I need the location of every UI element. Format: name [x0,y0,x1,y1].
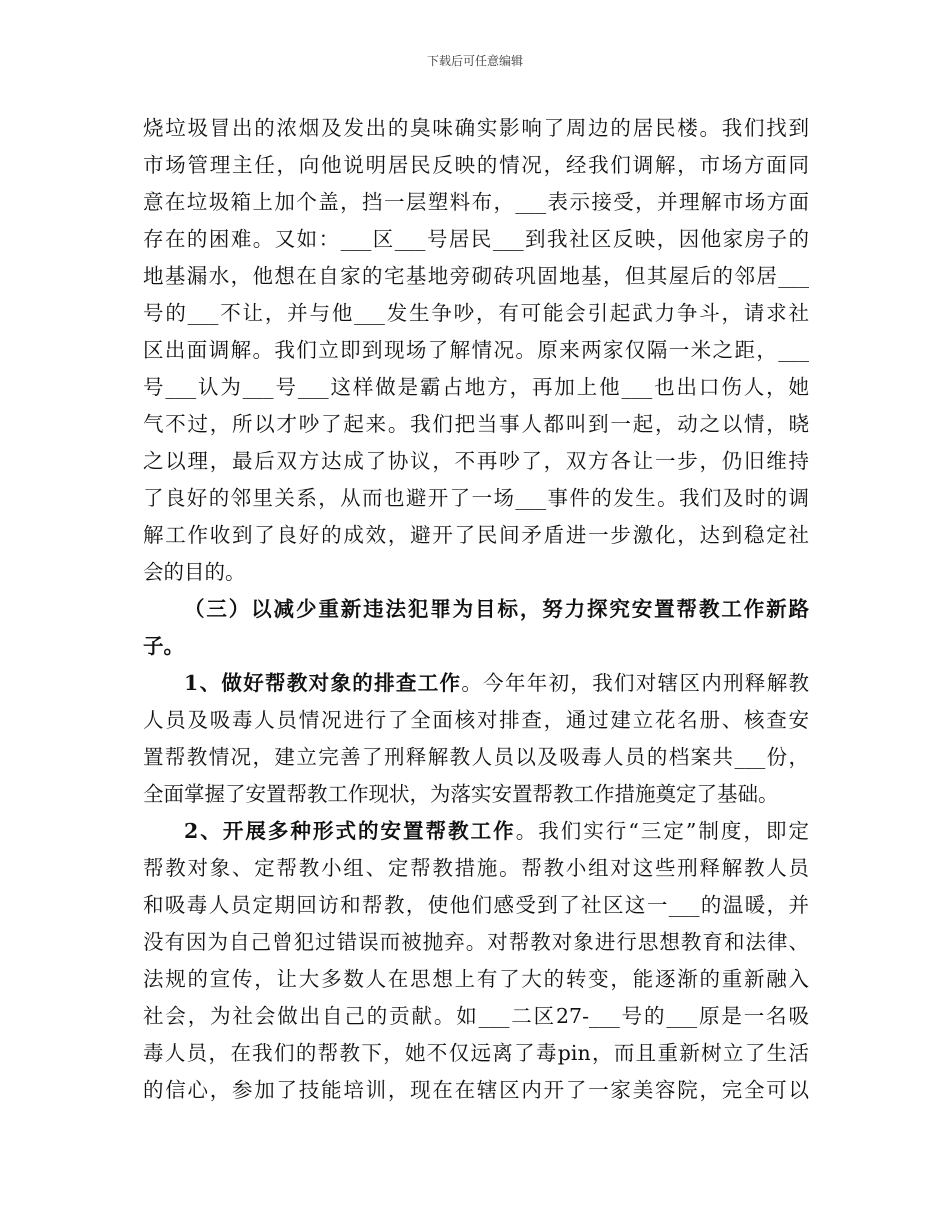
document-body [143,110,809,1109]
paragraph-line: 区出面调解。我们立即到现场了解情况。原来两家仅隔一米之距，___ [143,338,809,362]
paragraph-line: 解工作收到了良好的成效，避开了民间矛盾进一步激化，达到稳定社 [143,523,809,547]
paragraph-line: 号的___不让，并与他___发生争吵，有可能会引起武力争斗，请求社 [143,301,809,325]
paragraph-line: 地基漏水，他想在自家的宅基地旁砌砖巩固地基，但其屋后的邻居___ [143,264,809,288]
item-2-first-line [143,813,809,850]
item-1-title: 1、做好帮教对象的排查工作 [184,671,462,695]
paragraph-line: 之以理，最后双方达成了协议，不再吵了，双方各让一步，仍旧维持 [143,449,809,473]
paragraph-line: 没有因为自己曾犯过错误而被抛弃。对帮教对象进行思想教育和法律、 [143,930,809,954]
item-1-first-line [143,665,809,702]
paragraph-line: 会的目的。 [143,560,246,584]
item-2-text: 。我们实行“三定”制度，即定 [515,819,809,843]
section-heading: 子。 [143,634,184,658]
item-2-title: 2、开展多种形式的安置帮教工作 [184,819,516,843]
paragraph-line: 气不过，所以才吵了起来。我们把当事人都叫到一起，动之以情，晓 [143,412,809,436]
item-1-text: 。今年年初，我们对辖区内刑释解教 [461,671,809,695]
paragraph-line: 号___认为___号___这样做是霸占地方，再加上他___也出口伤人，她 [143,375,809,399]
paragraph-line: 市场管理主任，向他说明居民反映的情况，经我们调解，市场方面同 [143,153,809,177]
paragraph-line: 置帮教情况，建立完善了刑释解教人员以及吸毒人员的档案共___份， [143,745,809,769]
paragraph-line: 的信心，参加了技能培训，现在在辖区内开了一家美容院，完全可以 [143,1078,809,1102]
paragraph-line: 和吸毒人员定期回访和帮教，使他们感受到了社区这一___的温暖，并 [143,893,809,917]
paragraph-line: 社会，为社会做出自己的贡献。如___二区27-___号的___原是一名吸 [143,1004,809,1028]
paragraph-line: 存在的困难。又如：___区___号居民___到我社区反映，因他家房子的 [143,227,809,251]
paragraph-line: 法规的宣传，让大多数人在思想上有了大的转变，能逐渐的重新融入 [143,967,809,991]
paragraph-line: 人员及吸毒人员情况进行了全面核对排查，通过建立花名册、核查安 [143,708,809,732]
paragraph-line: 烧垃圾冒出的浓烟及发出的臭味确实影响了周边的居民楼。我们找到 [143,116,809,140]
paragraph-line: 全面掌握了安置帮教工作现状，为落实安置帮教工作措施奠定了基础。 [143,782,779,806]
paragraph-line: 了良好的邻里关系，从而也避开了一场___事件的发生。我们及时的调 [143,486,809,510]
paragraph-line: 帮教对象、定帮教小组、定帮教措施。帮教小组对这些刑释解教人员 [143,856,809,880]
section-heading: （三）以减少重新违法犯罪为目标，努力探究安置帮教工作新路 [184,597,809,621]
paragraph-line: 毒人员，在我们的帮教下，她不仅远离了毒pin，而且重新树立了生活 [143,1041,809,1065]
page-header: 下载后可任意编辑 [426,54,523,68]
paragraph-line: 意在垃圾箱上加个盖，挡一层塑料布，___表示接受，并理解市场方面 [143,190,809,214]
